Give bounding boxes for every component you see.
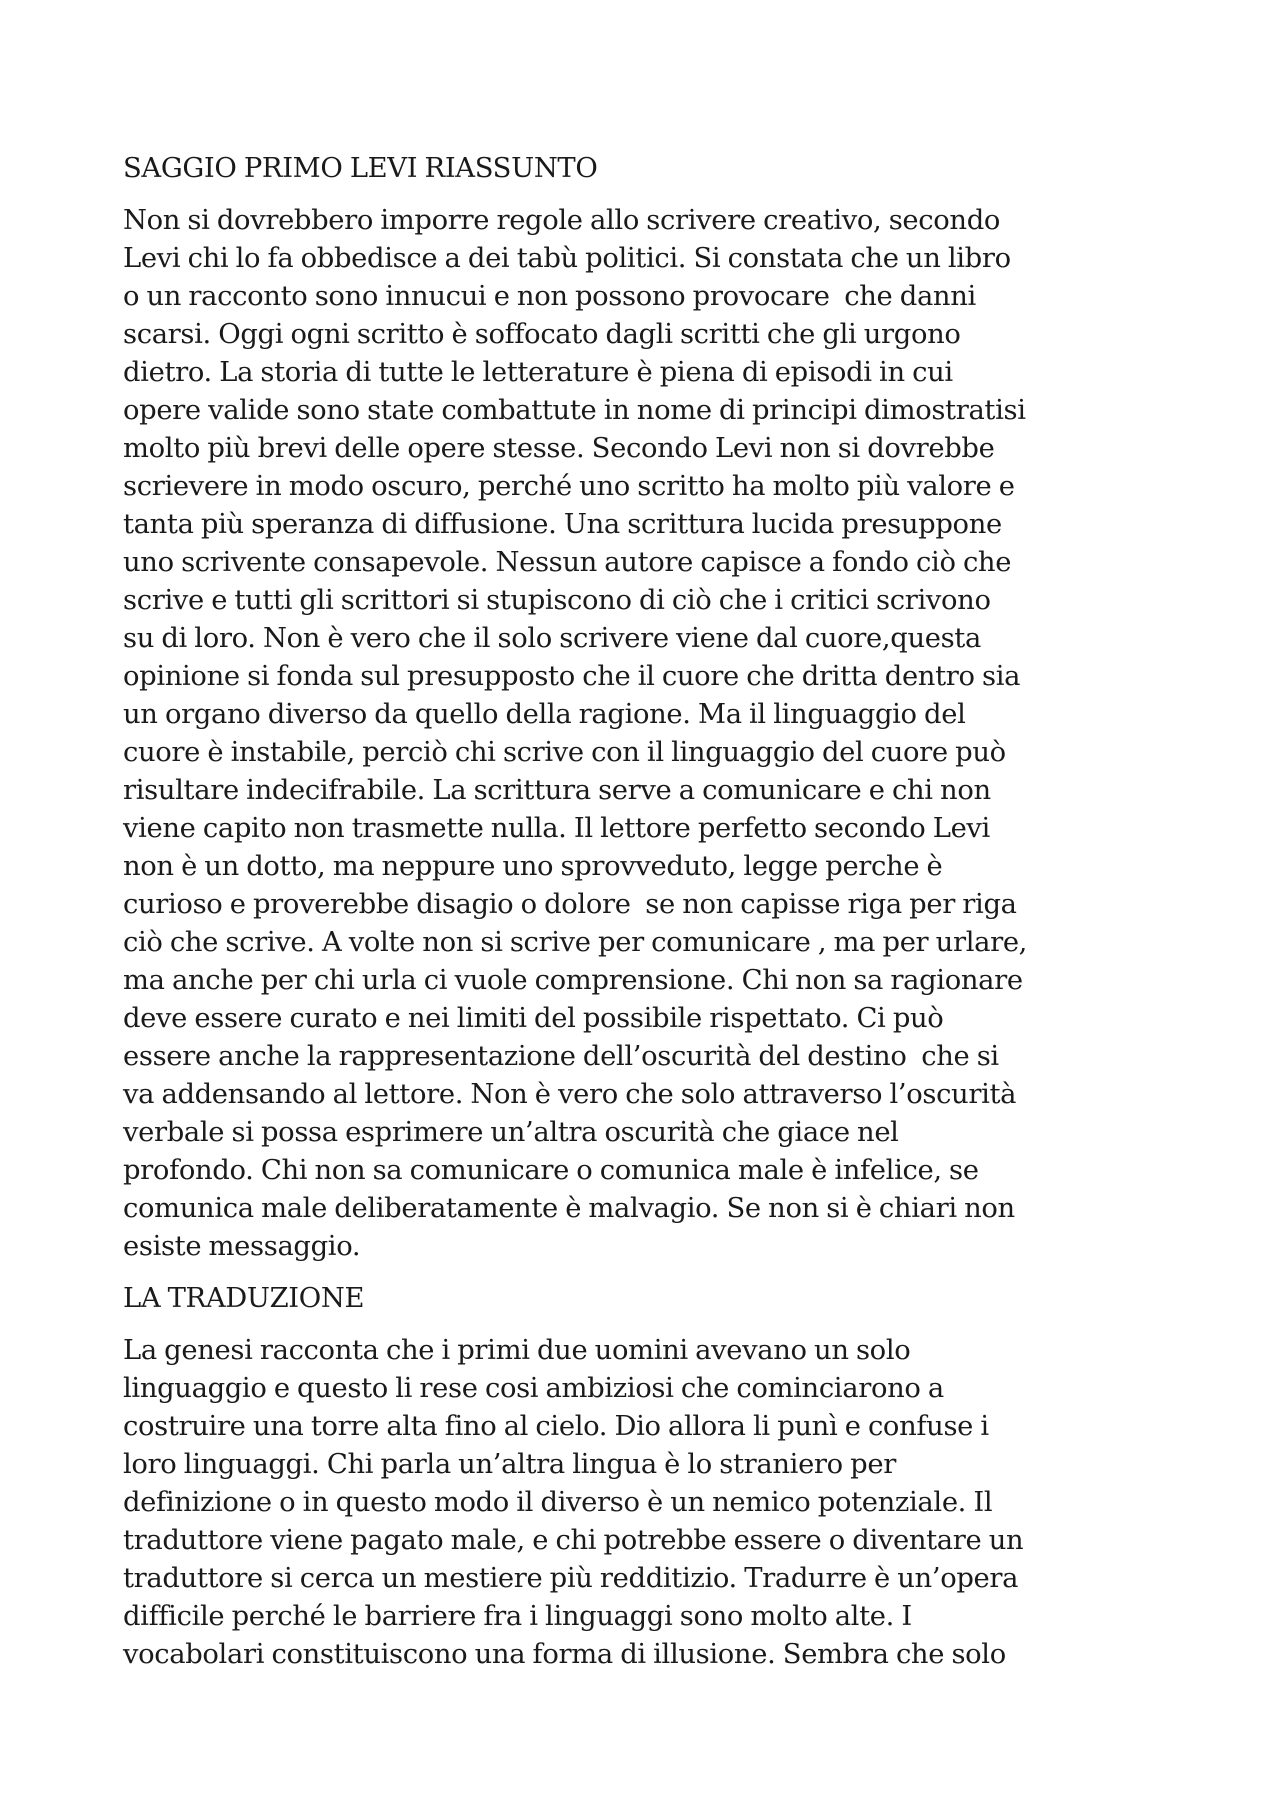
text-line: La genesi racconta che i primi due uomini avevano un solo (123, 1335, 911, 1366)
text-line: essere anche la rappresentazione dell’oscurità del destino che si (123, 1041, 999, 1072)
text-line: traduttore si cerca un mestiere più redditizio. Tradurre è un’opera (123, 1563, 1019, 1594)
section-paragraph (123, 202, 1173, 1266)
text-line: viene capito non trasmette nulla. Il lettore perfetto secondo Levi (123, 813, 990, 844)
text-line: esiste messaggio. (123, 1231, 361, 1262)
text-line: deve essere curato e nei limiti del possibile rispettato. Ci può (123, 1003, 944, 1034)
text-line: uno scrivente consapevole. Nessun autore capisce a fondo ciò che (123, 547, 1012, 578)
text-line: scrive e tutti gli scrittori si stupiscono di ciò che i critici scrivono (123, 585, 991, 616)
text-line: un organo diverso da quello della ragione. Ma il linguaggio del (123, 699, 966, 730)
text-line: su di loro. Non è vero che il solo scrivere viene dal cuore,questa (123, 623, 981, 654)
text-line: scarsi. Oggi ogni scritto è soffocato dagli scritti che gli urgono (123, 319, 961, 350)
text-line: linguaggio e questo li rese cosi ambiziosi che cominciarono a (123, 1373, 944, 1404)
text-line: dietro. La storia di tutte le letterature è piena di episodi in cui (123, 357, 953, 388)
text-line: Levi chi lo fa obbedisce a dei tabù politici. Si constata che un libro (123, 243, 1011, 274)
text-line: cuore è instabile, perciò chi scrive con il linguaggio del cuore può (123, 737, 1006, 768)
text-line: Non si dovrebbero imporre regole allo scrivere creativo, secondo (123, 205, 1001, 236)
text-line: vocabolari constituiscono una forma di illusione. Sembra che solo (123, 1639, 1006, 1670)
text-line: comunica male deliberatamente è malvagio. Se non si è chiari non (123, 1193, 1015, 1224)
section-heading: LA TRADUZIONE (123, 1283, 365, 1314)
text-line: opinione si fonda sul presupposto che il cuore che dritta dentro sia (123, 661, 1021, 692)
text-line: opere valide sono state combattute in nome di principi dimostratisi (123, 395, 1026, 426)
section-heading: SAGGIO PRIMO LEVI RIASSUNTO (123, 153, 598, 184)
text-line: va addensando al lettore. Non è vero che solo attraverso l’oscurità (123, 1079, 1017, 1110)
text-line: costruire una torre alta fino al cielo. Dio allora li punì e confuse i (123, 1411, 989, 1442)
text-line: molto più brevi delle opere stesse. Secondo Levi non si dovrebbe (123, 433, 995, 464)
section-paragraph (123, 1332, 1173, 1674)
text-line: tanta più speranza di diffusione. Una scrittura lucida presuppone (123, 509, 1002, 540)
text-line: loro linguaggi. Chi parla un’altra lingua è lo straniero per (123, 1449, 896, 1480)
text-line: ma anche per chi urla ci vuole comprensione. Chi non sa ragionare (123, 965, 1023, 996)
text-line: scrievere in modo oscuro, perché uno scritto ha molto più valore e (123, 471, 1015, 502)
text-line: ciò che scrive. A volte non si scrive per comunicare , ma per urlare, (123, 927, 1028, 958)
text-line: risultare indecifrabile. La scrittura serve a comunicare e chi non (123, 775, 991, 806)
document-page (123, 150, 1173, 1688)
text-line: verbale si possa esprimere un’altra oscurità che giace nel (123, 1117, 899, 1148)
text-line: traduttore viene pagato male, e chi potrebbe essere o diventare un (123, 1525, 1024, 1556)
section-traduzione (123, 1280, 1173, 1674)
text-line: difficile perché le barriere fra i linguaggi sono molto alte. I (123, 1601, 912, 1632)
text-line: non è un dotto, ma neppure uno sprovveduto, legge perche è (123, 851, 943, 882)
text-line: o un racconto sono innucui e non possono provocare che danni (123, 281, 976, 312)
text-line: definizione o in questo modo il diverso è un nemico potenziale. Il (123, 1487, 993, 1518)
text-line: curioso e proverebbe disagio o dolore se non capisse riga per riga (123, 889, 1017, 920)
text-line: profondo. Chi non sa comunicare o comunica male è infelice, se (123, 1155, 979, 1186)
section-saggio (123, 150, 1173, 1266)
